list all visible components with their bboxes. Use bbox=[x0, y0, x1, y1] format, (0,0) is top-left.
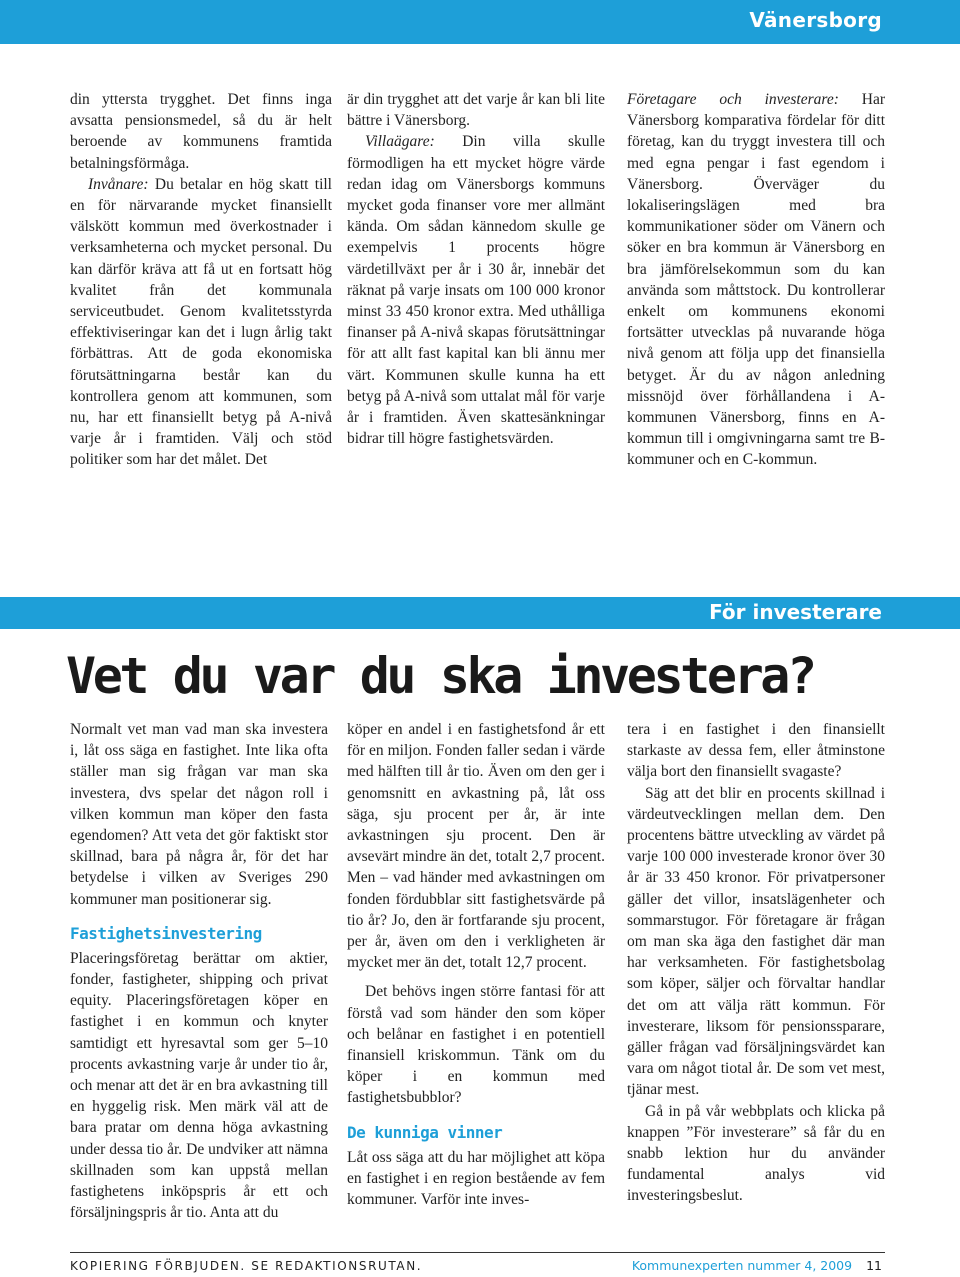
subheading: Fastighetsinvestering bbox=[70, 923, 262, 943]
page-number: 11 bbox=[866, 1258, 882, 1273]
section-header-bar bbox=[0, 0, 960, 44]
paragraph: din yttersta trygghet. Det finns inga avsatta pensionsmedel, så du är helt beroende av kommunens framtida betalningsförmåga. bbox=[70, 91, 332, 172]
article-column-4 bbox=[70, 719, 328, 1223]
paragraph: köper en andel i en fastighetsfond år ett för en miljon. Fonden faller sedan i värde med hälften till år tio. Även om den ger i genomsnitt en avkastning på, låt oss säga, sju procent per år, är inte avkastningen sju procent. Den är avsevärt mindre än det, totalt 2,7 procent. Men – vad händer med avkastningen om fonden fördubblar sitt fastighetsvärde på tio år? Jo, den är fortfarande sju procent, per år, även om den i verkligheten är mycket mer än det, totalt 12,7 procent. bbox=[347, 721, 605, 972]
lead-in: Invånare: bbox=[88, 175, 149, 193]
lead-in: Företagare och investerare: bbox=[627, 91, 839, 108]
paragraph: Placeringsföretag berättar om aktier, fonder, fastigheter, shipping och privat equity. Placeringsföretagen köper en fastighet i en kommun och knyter samtidigt ett hyresavtal som ger 5–10 procents avkastning varje år under tio år, och menar att det är en bra avkastning till en hyggelig risk. Men märk väl att de bara pratar om denna höga avkastning under dessa tio år. De undviker att nämna skillnaden som kan uppstå mellan fastighetens inköpspris år ett och försäljningspris år tio. Anta att du bbox=[70, 949, 328, 1222]
paragraph: Gå in på vår webbplats och klicka på knappen ”För investerare” så får du en snabb lektion hur du använder fundamental analys vid investeringsbeslut. bbox=[627, 1102, 885, 1205]
paragraph-text: Har Vänersborg komparativa fördelar för ditt företag, kan du tryggt investera till och med egna pengar i fast egendom i Vänersborg. Överväger du lokaliseringslägen med bra kommunikationer söder om Vänern och söker en bra kommun är Vänersborg en bra jämförelsekommun som du kan använda som måttstock. Du kontrollerar enkelt om kommunens ekonomi fortsätter utvecklas på nuvarande höga nivå genom att följa upp det finansiella betyget. Är du av någon anledning missnöjd över förhållandena i A-kommunen Vänersborg, finns en A-kommun till i omgivningarna samt tre B-kommuner och en C-kommun. bbox=[627, 91, 885, 469]
paragraph-text: Din villa skulle förmodligen ha ett mycket högre värde redan idag om Vänersborgs kommuns mycket goda finanser vore mer allmänt kända. Om sådan kännedom skulle ge exempelvis 1 procents högre värdetillväxt per år i 30 år, innebär det räknat på varje insats om 100 000 kronor minst 33 450 kronor extra. Med uthålliga finanser på A-nivå skapas förutsättningar för att allt fast kapital kan bli ännu mer värt. Kommunen skulle kunna ha ett betyg på A-nivå som uttalat mål för varje år i framtiden. Även skattesänkningar bidrar till högre fastighetsvärden. bbox=[347, 133, 605, 448]
section-header-bar-2 bbox=[0, 597, 960, 629]
paragraph: Normalt vet man vad man ska investera i, låt oss säga en fastighet. Inte lika ofta ställer man sig frågan var man ska investera, dvs spelar det någon roll i vilken kommun man köper den fasta egendomen? Att veta det gör faktiskt stor skillnad, bara på några år, för det har betydelse i vilken av Sveriges 290 kommuner man positionerar sig. bbox=[70, 721, 328, 908]
paragraph bbox=[70, 174, 332, 471]
paragraph: Det behövs ingen större fantasi för att förstå vad som händer den som köper och belånar en fastighet i en potentiell finansiell kriskommun. Tänk om du köper i en kommun med fastighetsbubblor? bbox=[347, 983, 605, 1107]
copyright-notice: KOPIERING FÖRBJUDEN. SE REDAKTIONSRUTAN. bbox=[70, 1259, 423, 1273]
issue-label: Kommunexperten nummer 4, 2009 bbox=[631, 1258, 853, 1273]
section-title-2: För investerare bbox=[709, 600, 882, 624]
paragraph: tera i en fastighet i den finansiellt starkaste av dessa fem, eller åtminstone välja bort den finansiellt svagaste? bbox=[627, 721, 885, 781]
article-column-1 bbox=[70, 89, 332, 471]
lead-in: Villaägare: bbox=[365, 133, 435, 151]
paragraph bbox=[347, 131, 605, 449]
paragraph bbox=[627, 89, 885, 471]
article-headline: Vet du var du ska investera? bbox=[66, 647, 814, 705]
article-column-2 bbox=[347, 89, 605, 449]
paragraph: Säg att det blir en procents skillnad i värdeutvecklingen mellan dem. Den procentens bättre utveckling av värdet på varje 100 000 investerade kronor över 30 år är 33 450 kronor. För privatpersoner gäller det villor, insatslägenheter och sommarstugor. För företagare är frågan om man ska äga den fastighet där man har verksamheten. För fastighetsbolag som köper, säljer och förvaltar handlar det om att välja rätt kommun. För investerare, liksom för pensionssparare, gäller frågan vad försäljningsvärdet kan vara om något tiotal år. De som vet mest, tjänar mest. bbox=[627, 784, 885, 1099]
article-column-3 bbox=[627, 89, 885, 471]
paragraph: är din trygghet att det varje år kan bli lite bättre i Vänersborg. bbox=[347, 91, 605, 130]
article-column-6 bbox=[627, 719, 885, 1207]
footer-issue bbox=[632, 1258, 882, 1273]
article-column-5 bbox=[347, 719, 605, 1210]
section-title: Vänersborg bbox=[749, 8, 882, 32]
paragraph: Låt oss säga att du har möjlighet att köpa en fastighet i en region bestående av fem kommuner. Varför inte inves- bbox=[347, 1148, 605, 1209]
subheading: De kunniga vinner bbox=[347, 1122, 503, 1142]
paragraph-text: Du betalar en hög skatt till en för närvarande mycket finansiellt välskött kommun med överkostnader i verksamheterna och mycket personal. Du kan därför kräva att få ut en fortsatt hög kvalitet från det kommunala serviceutbudet. Genom kvalitetsstyrda effektiviseringar kan det i lugn årlig takt förbättras. Att de goda ekonomiska förutsättningarna består kan du kontrollera genom att kommunen, som nu, har ett finansiellt betyg på A-nivå varje år i framtiden. Välj och stöd politiker som har det målet. Det bbox=[70, 175, 332, 469]
footer-divider bbox=[70, 1252, 885, 1253]
